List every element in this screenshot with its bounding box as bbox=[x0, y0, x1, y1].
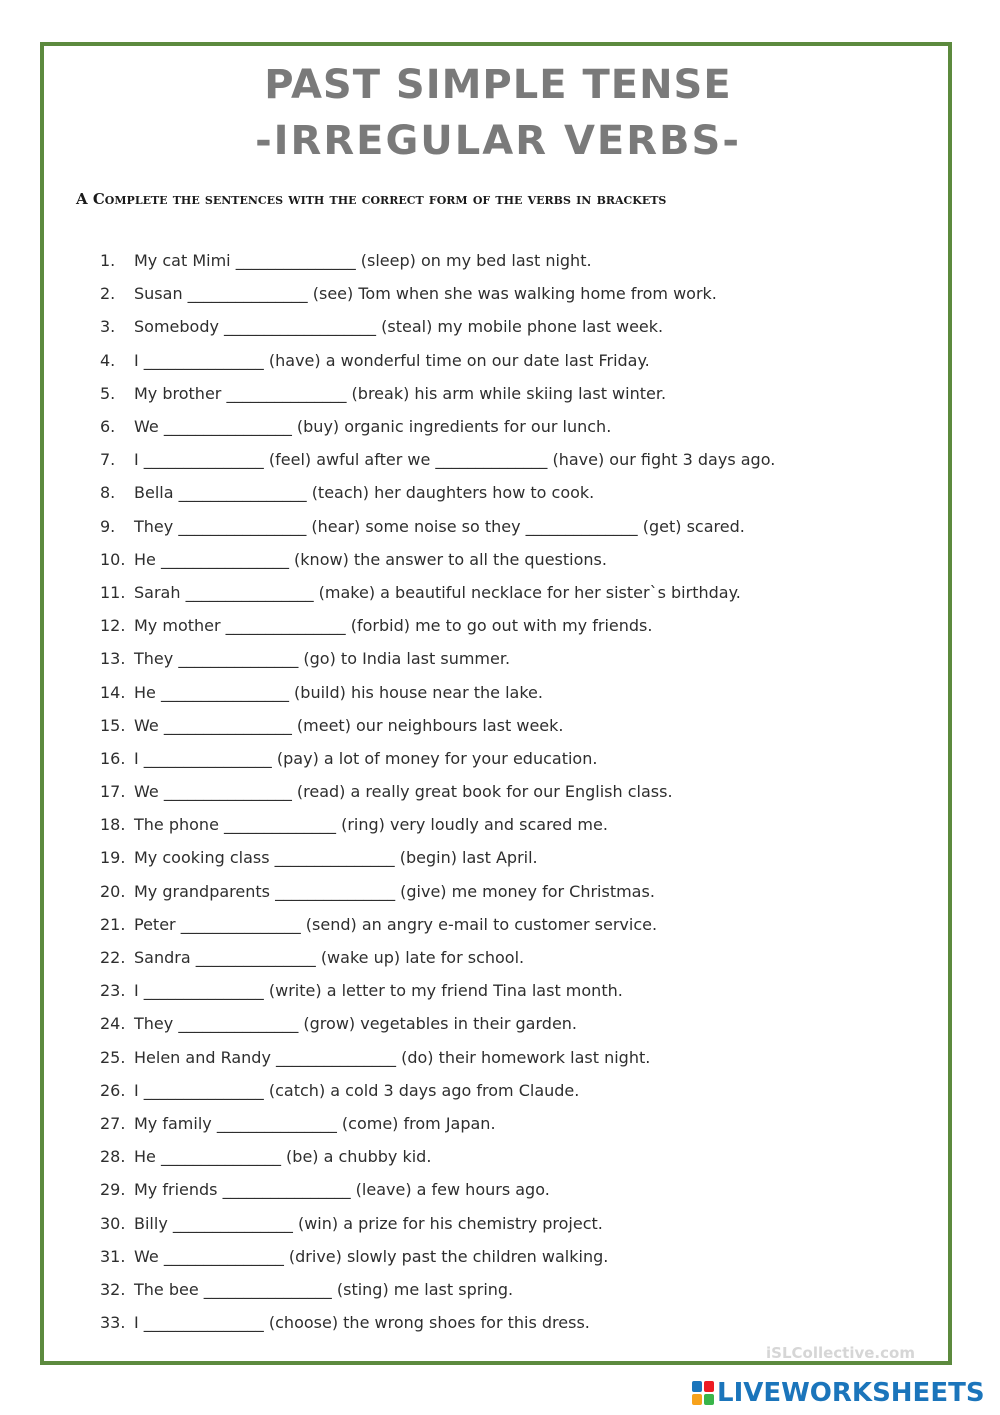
exercise-item bbox=[100, 875, 775, 908]
exercise-number: 13. bbox=[100, 649, 126, 669]
exercise-item bbox=[100, 1173, 775, 1206]
exercise-item bbox=[100, 709, 775, 742]
exercise-list bbox=[100, 244, 775, 1339]
exercise-sentence: I _______________ (choose) the wrong shoes for this dress. bbox=[134, 1313, 590, 1333]
exercise-item bbox=[100, 1041, 775, 1074]
exercise-sentence: Susan _______________ (see) Tom when she was walking home from work. bbox=[134, 284, 717, 304]
exercise-sentence: I _______________ (have) a wonderful time on our date last Friday. bbox=[134, 350, 650, 370]
exercise-number: 12. bbox=[100, 616, 126, 636]
liveworksheets-brand[interactable] bbox=[692, 1378, 985, 1408]
exercise-number: 22. bbox=[100, 948, 126, 968]
exercise-number: 26. bbox=[100, 1080, 126, 1100]
islcollective-watermark: iSLCollective.com bbox=[766, 1344, 915, 1362]
exercise-sentence: My friends ________________ (leave) a few hours ago. bbox=[134, 1180, 550, 1200]
exercise-sentence: He _______________ (be) a chubby kid. bbox=[134, 1147, 432, 1167]
exercise-number: 15. bbox=[100, 715, 126, 735]
exercise-sentence: Somebody ___________________ (steal) my mobile phone last week. bbox=[134, 317, 664, 337]
exercise-item bbox=[100, 775, 775, 808]
exercise-item bbox=[100, 1306, 775, 1339]
exercise-number: 20. bbox=[100, 881, 126, 901]
exercise-item bbox=[100, 510, 775, 543]
exercise-number: 23. bbox=[100, 981, 126, 1001]
exercise-number: 33. bbox=[100, 1313, 126, 1333]
exercise-item bbox=[100, 642, 775, 675]
exercise-number: 21. bbox=[100, 914, 126, 934]
exercise-sentence: Sandra _______________ (wake up) late for school. bbox=[134, 948, 525, 968]
exercise-item bbox=[100, 410, 775, 443]
exercise-sentence: They _______________ (go) to India last summer. bbox=[134, 649, 511, 669]
exercise-number: 31. bbox=[100, 1246, 126, 1266]
exercise-number: 14. bbox=[100, 682, 126, 702]
exercise-sentence: They ________________ (hear) some noise so they ______________ (get) scared. bbox=[134, 516, 745, 536]
exercise-number: 19. bbox=[100, 848, 126, 868]
exercise-sentence: We ________________ (meet) our neighbours last week. bbox=[134, 715, 564, 735]
exercise-sentence: My cat Mimi _______________ (sleep) on my bed last night. bbox=[134, 251, 592, 271]
exercise-sentence: Bella ________________ (teach) her daughters how to cook. bbox=[134, 483, 595, 503]
exercise-item bbox=[100, 808, 775, 841]
exercise-number: 18. bbox=[100, 815, 126, 835]
exercise-sentence: My mother _______________ (forbid) me to go out with my friends. bbox=[134, 616, 653, 636]
exercise-number: 6. bbox=[100, 417, 116, 437]
exercise-sentence: Sarah ________________ (make) a beautiful necklace for her sister`s birthday. bbox=[134, 582, 741, 602]
liveworksheets-logo-icon bbox=[692, 1381, 714, 1405]
exercise-item bbox=[100, 609, 775, 642]
exercise-instruction: A Complete the sentences with the correct form of the verbs in brackets bbox=[76, 190, 667, 208]
exercise-item bbox=[100, 277, 775, 310]
exercise-sentence: We ________________ (read) a really great book for our English class. bbox=[134, 782, 673, 802]
exercise-item bbox=[100, 443, 775, 476]
exercise-sentence: Peter _______________ (send) an angry e-mail to customer service. bbox=[134, 914, 658, 934]
exercise-item bbox=[100, 1140, 775, 1173]
exercise-item bbox=[100, 941, 775, 974]
exercise-sentence: The phone ______________ (ring) very loudly and scared me. bbox=[134, 815, 608, 835]
exercise-sentence: My grandparents _______________ (give) me money for Christmas. bbox=[134, 881, 655, 901]
worksheet-title: PAST SIMPLE TENSE bbox=[264, 62, 732, 108]
exercise-item bbox=[100, 1107, 775, 1140]
exercise-number: 30. bbox=[100, 1213, 126, 1233]
exercise-item bbox=[100, 675, 775, 708]
exercise-item bbox=[100, 344, 775, 377]
exercise-number: 27. bbox=[100, 1113, 126, 1133]
exercise-number: 17. bbox=[100, 782, 126, 802]
exercise-item bbox=[100, 908, 775, 941]
exercise-item bbox=[100, 974, 775, 1007]
exercise-item bbox=[100, 310, 775, 343]
liveworksheets-wordmark: LIVEWORKSHEETS bbox=[717, 1378, 985, 1408]
exercise-sentence: I ________________ (pay) a lot of money for your education. bbox=[134, 748, 598, 768]
exercise-number: 8. bbox=[100, 483, 116, 503]
exercise-number: 28. bbox=[100, 1147, 126, 1167]
exercise-item bbox=[100, 742, 775, 775]
exercise-sentence: Helen and Randy _______________ (do) their homework last night. bbox=[134, 1047, 651, 1067]
exercise-sentence: We ________________ (buy) organic ingredients for our lunch. bbox=[134, 417, 612, 437]
exercise-number: 11. bbox=[100, 582, 126, 602]
exercise-sentence: I _______________ (write) a letter to my friend Tina last month. bbox=[134, 981, 623, 1001]
exercise-item bbox=[100, 1273, 775, 1306]
exercise-number: 7. bbox=[100, 450, 116, 470]
worksheet-subtitle: -IRREGULAR VERBS- bbox=[255, 118, 741, 164]
exercise-number: 24. bbox=[100, 1014, 126, 1034]
exercise-sentence: We _______________ (drive) slowly past the children walking. bbox=[134, 1246, 609, 1266]
exercise-number: 29. bbox=[100, 1180, 126, 1200]
exercise-sentence: Billy _______________ (win) a prize for his chemistry project. bbox=[134, 1213, 603, 1233]
exercise-item bbox=[100, 1007, 775, 1040]
exercise-number: 16. bbox=[100, 748, 126, 768]
exercise-number: 9. bbox=[100, 516, 116, 536]
exercise-sentence: My cooking class _______________ (begin) last April. bbox=[134, 848, 538, 868]
exercise-sentence: My family _______________ (come) from Japan. bbox=[134, 1113, 496, 1133]
exercise-number: 3. bbox=[100, 317, 116, 337]
exercise-item bbox=[100, 1206, 775, 1239]
exercise-number: 4. bbox=[100, 350, 116, 370]
exercise-number: 2. bbox=[100, 284, 116, 304]
exercise-item bbox=[100, 244, 775, 277]
exercise-sentence: They _______________ (grow) vegetables in their garden. bbox=[134, 1014, 578, 1034]
exercise-sentence: I _______________ (feel) awful after we ______________ (have) our fight 3 days ago. bbox=[134, 450, 776, 470]
exercise-number: 1. bbox=[100, 251, 116, 271]
exercise-item bbox=[100, 377, 775, 410]
exercise-sentence: He ________________ (know) the answer to all the questions. bbox=[134, 549, 607, 569]
exercise-item bbox=[100, 841, 775, 874]
exercise-item bbox=[100, 543, 775, 576]
exercise-item bbox=[100, 476, 775, 509]
exercise-item bbox=[100, 1074, 775, 1107]
exercise-number: 10. bbox=[100, 549, 126, 569]
exercise-number: 32. bbox=[100, 1279, 126, 1299]
exercise-sentence: The bee ________________ (sting) me last spring. bbox=[134, 1279, 514, 1299]
exercise-number: 5. bbox=[100, 383, 116, 403]
exercise-sentence: He ________________ (build) his house near the lake. bbox=[134, 682, 543, 702]
exercise-sentence: My brother _______________ (break) his arm while skiing last winter. bbox=[134, 383, 667, 403]
exercise-sentence: I _______________ (catch) a cold 3 days ago from Claude. bbox=[134, 1080, 580, 1100]
exercise-item bbox=[100, 576, 775, 609]
exercise-number: 25. bbox=[100, 1047, 126, 1067]
exercise-item bbox=[100, 1240, 775, 1273]
